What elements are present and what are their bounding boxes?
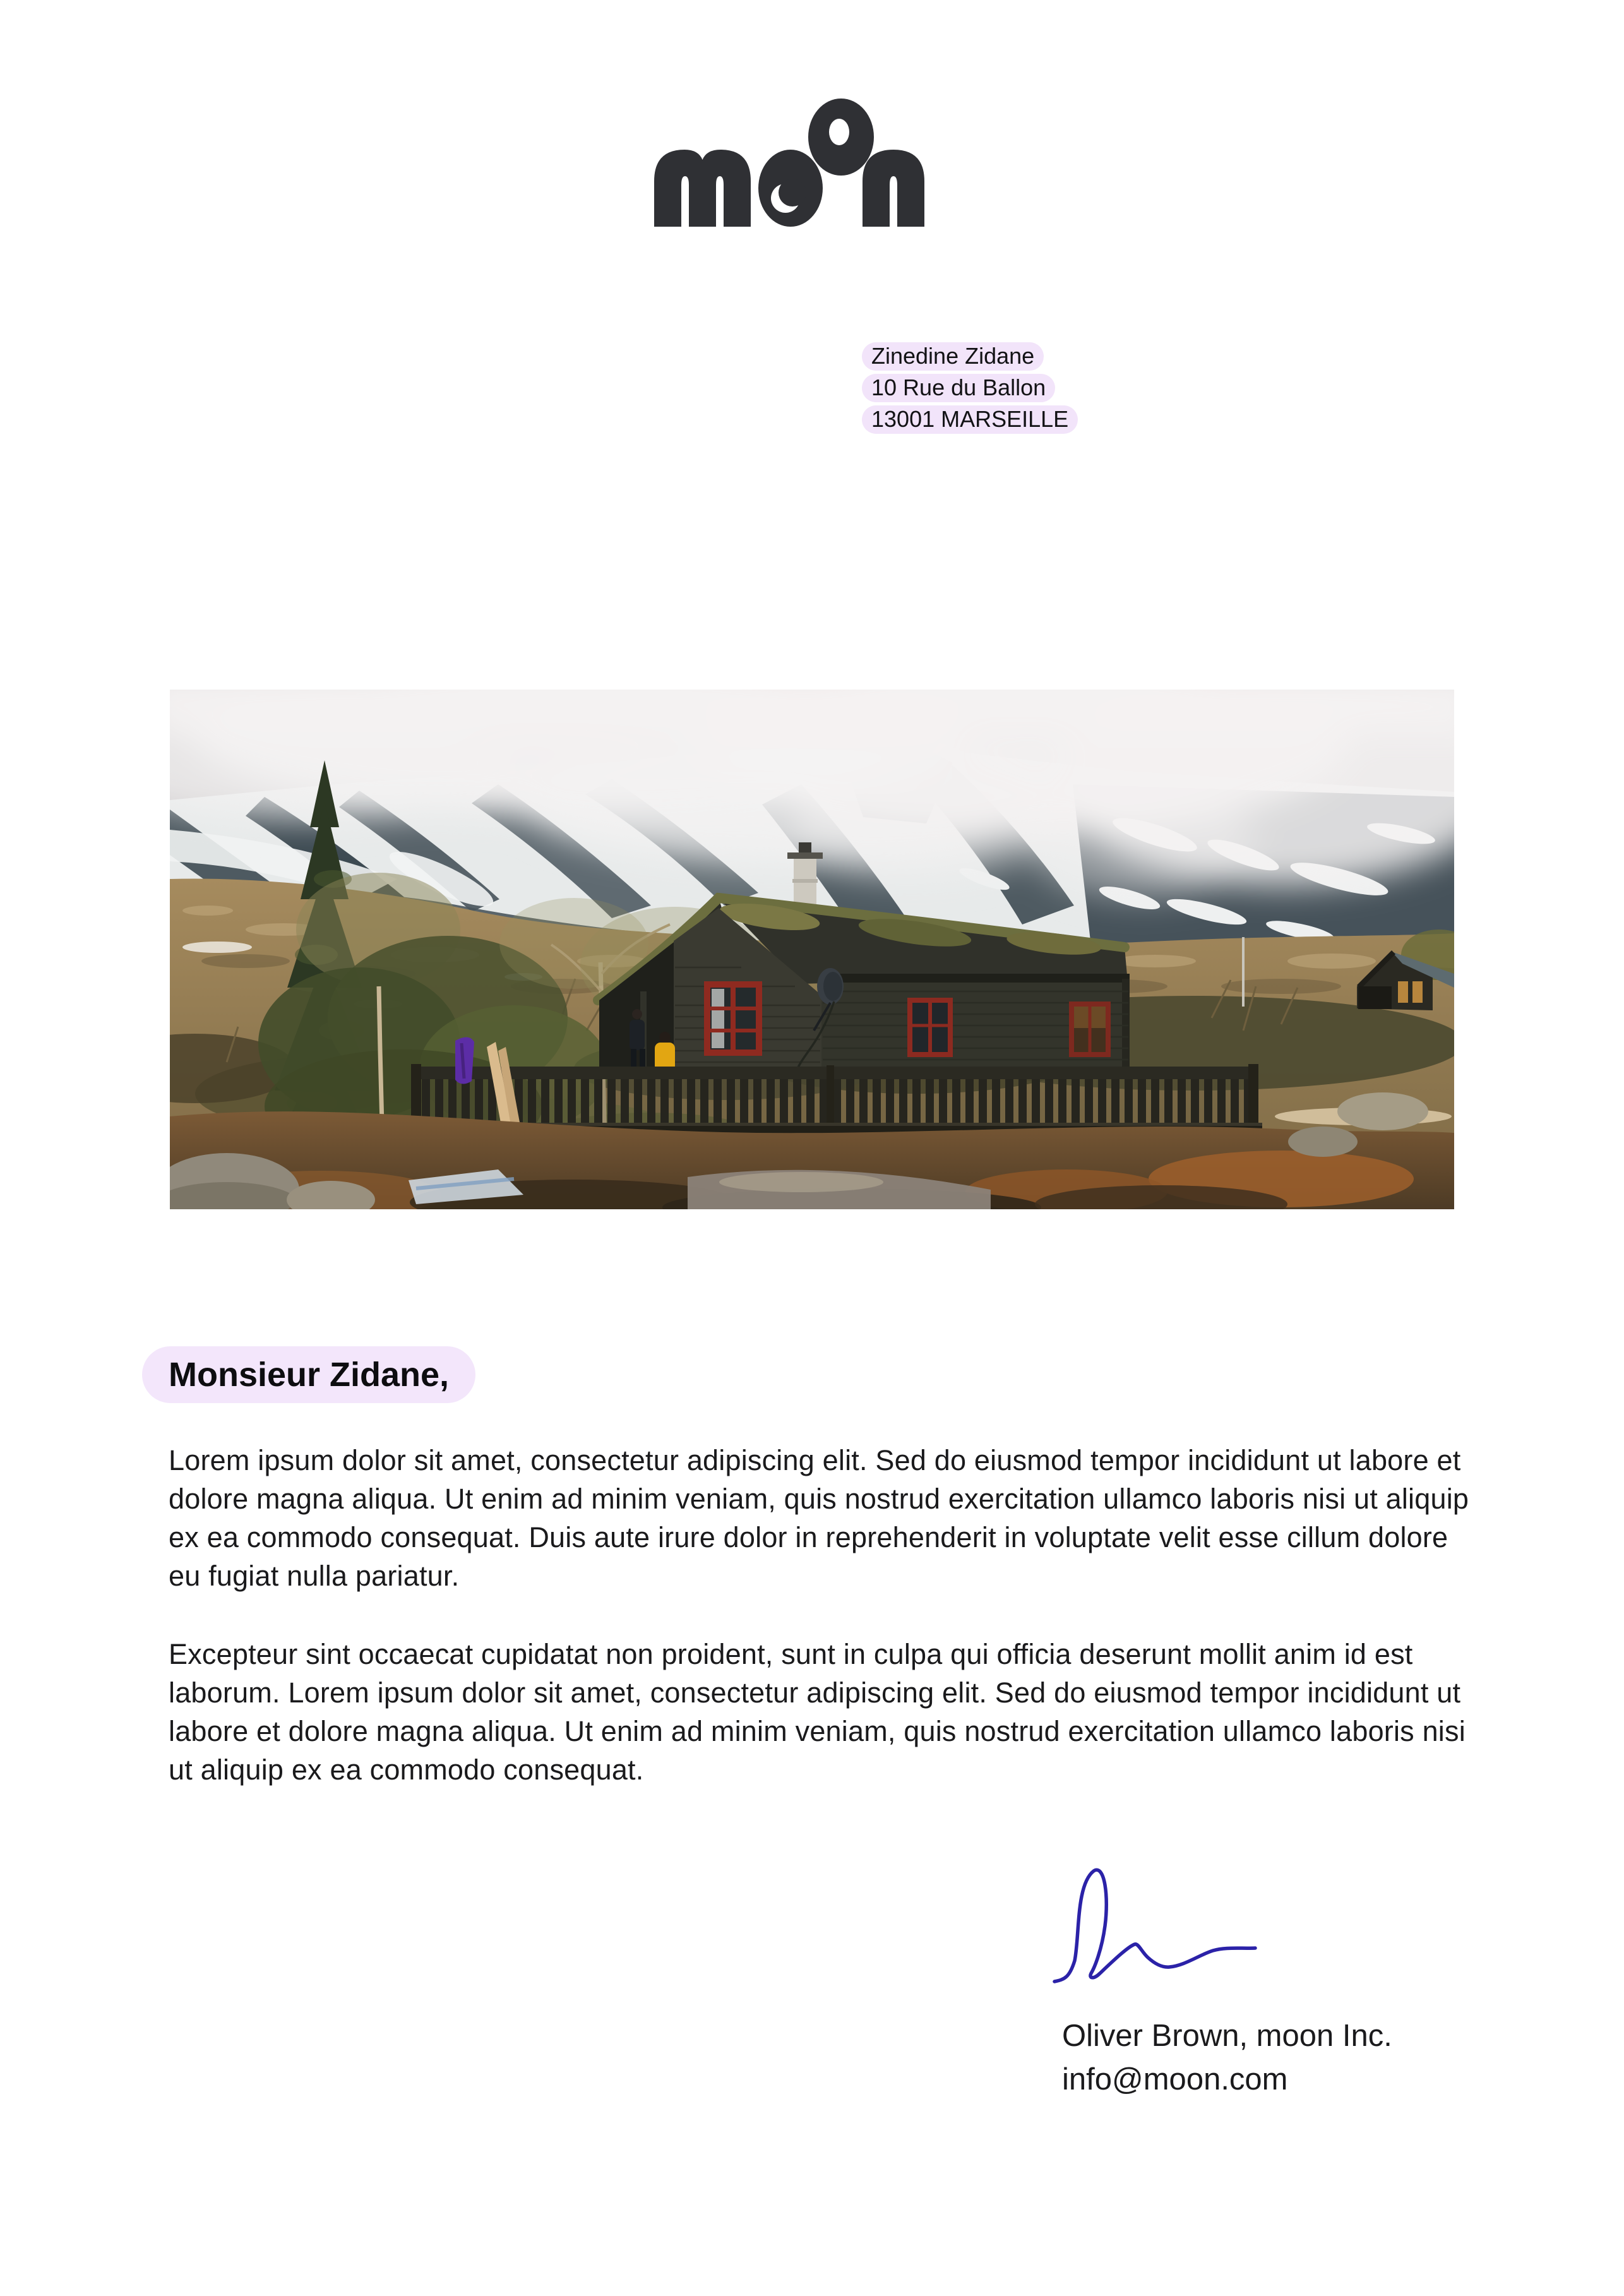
paragraph-2: Excepteur sint occaecat cupidatat non proident, sunt in culpa qui officia deserunt mollit anim id est laborum. Lorem ipsum dolor sit amet, consectetur adipiscing elit. Sed do eiusmod tempor incididunt ut labore et dolore magna aliqua. Ut enim ad minim veniam, quis nostrud exercitation ullamco laboris nisi ut aliquip ex ea commodo consequat. [169, 1638, 1466, 1786]
logo-letter-m [654, 150, 751, 227]
greeting-text: Monsieur Zidane, [142, 1346, 475, 1403]
side-window-2 [1069, 1002, 1111, 1057]
side-window-1 [907, 998, 953, 1057]
signature-email: info@moon.com [1062, 2062, 1288, 2096]
moon-logo [654, 99, 924, 229]
recipient-name: Zinedine Zidane [862, 342, 1044, 371]
paragraph-1: Lorem ipsum dolor sit amet, consectetur adipiscing elit. Sed do eiusmod tempor incididunt ut labore et dolore magna aliqua. Ut enim ad minim veniam, quis nostrud exercitation ullamco laboris nisi ut aliquip ex ea commodo consequat. Duis aute irure dolor in reprehenderit in voluptate velit esse cillum dolore eu fugiat nulla pariatur. [169, 1444, 1469, 1592]
signature-block [1062, 2014, 1392, 2102]
cabin-photo [170, 690, 1454, 1209]
recipient-street: 10 Rue du Ballon [862, 374, 1055, 402]
letter-body [169, 1441, 1471, 1829]
logo-letter-n [863, 150, 924, 227]
greeting-heading [142, 1346, 475, 1403]
red-window [704, 981, 762, 1056]
recipient-city: 13001 MARSEILLE [862, 405, 1078, 434]
signature-name-line: Oliver Brown, moon Inc. [1062, 2019, 1392, 2053]
signature-ink [1052, 1866, 1262, 1990]
recipient-address-block [862, 342, 1078, 437]
